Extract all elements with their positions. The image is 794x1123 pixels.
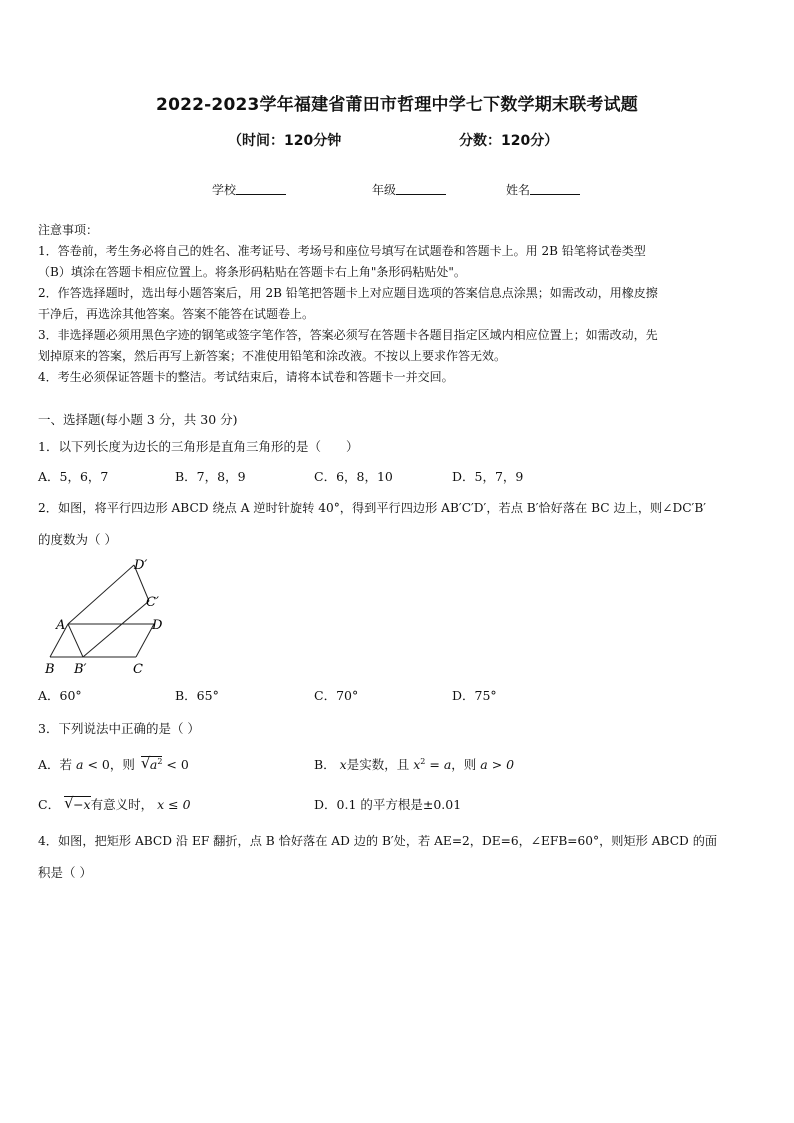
q3-option-b: B． x是实数，且 $x^2 = a$，则 a > 0 <box>314 756 515 772</box>
q3-option-a: A．若 a < 0，则 √ $a^2 < 0$ <box>38 753 189 772</box>
question-1-stem: 1．以下列长度为边长的三角形是直角三角形的是（ ） <box>38 439 359 454</box>
q2-option-c: C．70° <box>314 688 359 703</box>
school-blank <box>236 183 286 195</box>
label-c: C <box>133 662 143 677</box>
label-b-prime: B′ <box>74 662 87 677</box>
q1-option-c: C．6，8，10 <box>314 469 393 484</box>
exam-time: （时间：120分钟 <box>228 133 342 149</box>
notice-line: 1．答卷前，考生务必将自己的姓名、准考证号、考场号和座位号填写在试题卷和答题卡上。用 2B 铅笔将试卷类型 <box>38 244 646 258</box>
section-heading: 一、选择题(每小题 3 分，共 30 分) <box>38 412 238 427</box>
question-4-stem: 4．如图，把矩形 ABCD 沿 EF 翻折，点 B 恰好落在 AD 边的 B′处，若 AE=2，DE=6，∠EFB=60°，则矩形 ABCD 的面 <box>38 834 718 848</box>
question-2-stem: 2．如图，将平行四边形 ABCD 绕点 A 逆时针旋转 40°，得到平行四边形 AB′C′D′，若点 B′恰好落在 BC 边上，则∠DC′B′ <box>38 501 707 515</box>
question-2-stem-cont: 的度数为（ ） <box>38 532 117 547</box>
exam-title: 2022-2023学年福建省莆田市哲理中学七下数学期末联考试题 <box>156 95 638 115</box>
grade-blank <box>396 183 446 195</box>
q1-option-b: B．7，8，9 <box>175 469 246 484</box>
notice-line: 3．非选择题必须用黑色字迹的钢笔或签字笔作答，答案必须写在答题卡各题目指定区域内相应位置上；如需改动，先 <box>38 328 658 342</box>
notice-line: 划掉原来的答案，然后再写上新答案；不准使用铅笔和涂改液。不按以上要求作答无效。 <box>38 349 507 363</box>
notice-block <box>38 220 658 388</box>
school-field <box>212 181 286 198</box>
question-3-stem: 3．下列说法中正确的是（ ） <box>38 721 200 736</box>
exam-score: 分数：120分） <box>459 133 559 149</box>
q1-option-d: D．5，7，9 <box>452 469 524 484</box>
q2-option-d: D．75° <box>452 688 497 703</box>
notice-line: 4．考生必须保证答题卡的整洁。考试结束后，请将本试卷和答题卡一并交回。 <box>38 370 454 384</box>
parallelogram-figure <box>40 555 180 680</box>
sqrt-symbol: √ −x <box>64 794 91 812</box>
notice-line: 2．作答选择题时，选出每小题答案后，用 2B 铅笔把答题卡上对应题目选项的答案信息点涂黑；如需改动，用橡皮擦 <box>38 286 658 300</box>
q2-option-b: B．65° <box>175 688 219 703</box>
school-label: 学校 <box>212 183 237 197</box>
notice-line: （B）填涂在答题卡相应位置上。将条形码粘贴在答题卡右上角"条形码粘贴处"。 <box>38 265 466 279</box>
q2-option-a: A．60° <box>38 688 82 703</box>
label-b: B <box>45 662 55 677</box>
label-a: A <box>56 618 66 633</box>
name-field <box>506 181 580 198</box>
q3-option-d: D．0.1 的平方根是±0.01 <box>314 797 462 812</box>
sqrt-symbol: √ $a^2$ <box>140 753 163 772</box>
label-d-prime: D′ <box>134 558 148 573</box>
q1-option-a: A．5，6，7 <box>38 469 109 484</box>
label-d: D <box>152 618 163 633</box>
name-blank <box>530 183 580 195</box>
question-4-stem-cont: 积是（ ） <box>38 865 92 880</box>
name-label: 姓名 <box>506 183 531 197</box>
notice-heading: 注意事项： <box>38 223 99 237</box>
grade-label: 年级 <box>372 183 397 197</box>
q3-option-c: C． √ −x有意义时， x ≤ 0 <box>38 794 191 812</box>
grade-field <box>372 181 446 198</box>
notice-line: 干净后，再选涂其他答案。答案不能答在试题卷上。 <box>38 307 315 321</box>
label-c-prime: C′ <box>146 595 159 610</box>
